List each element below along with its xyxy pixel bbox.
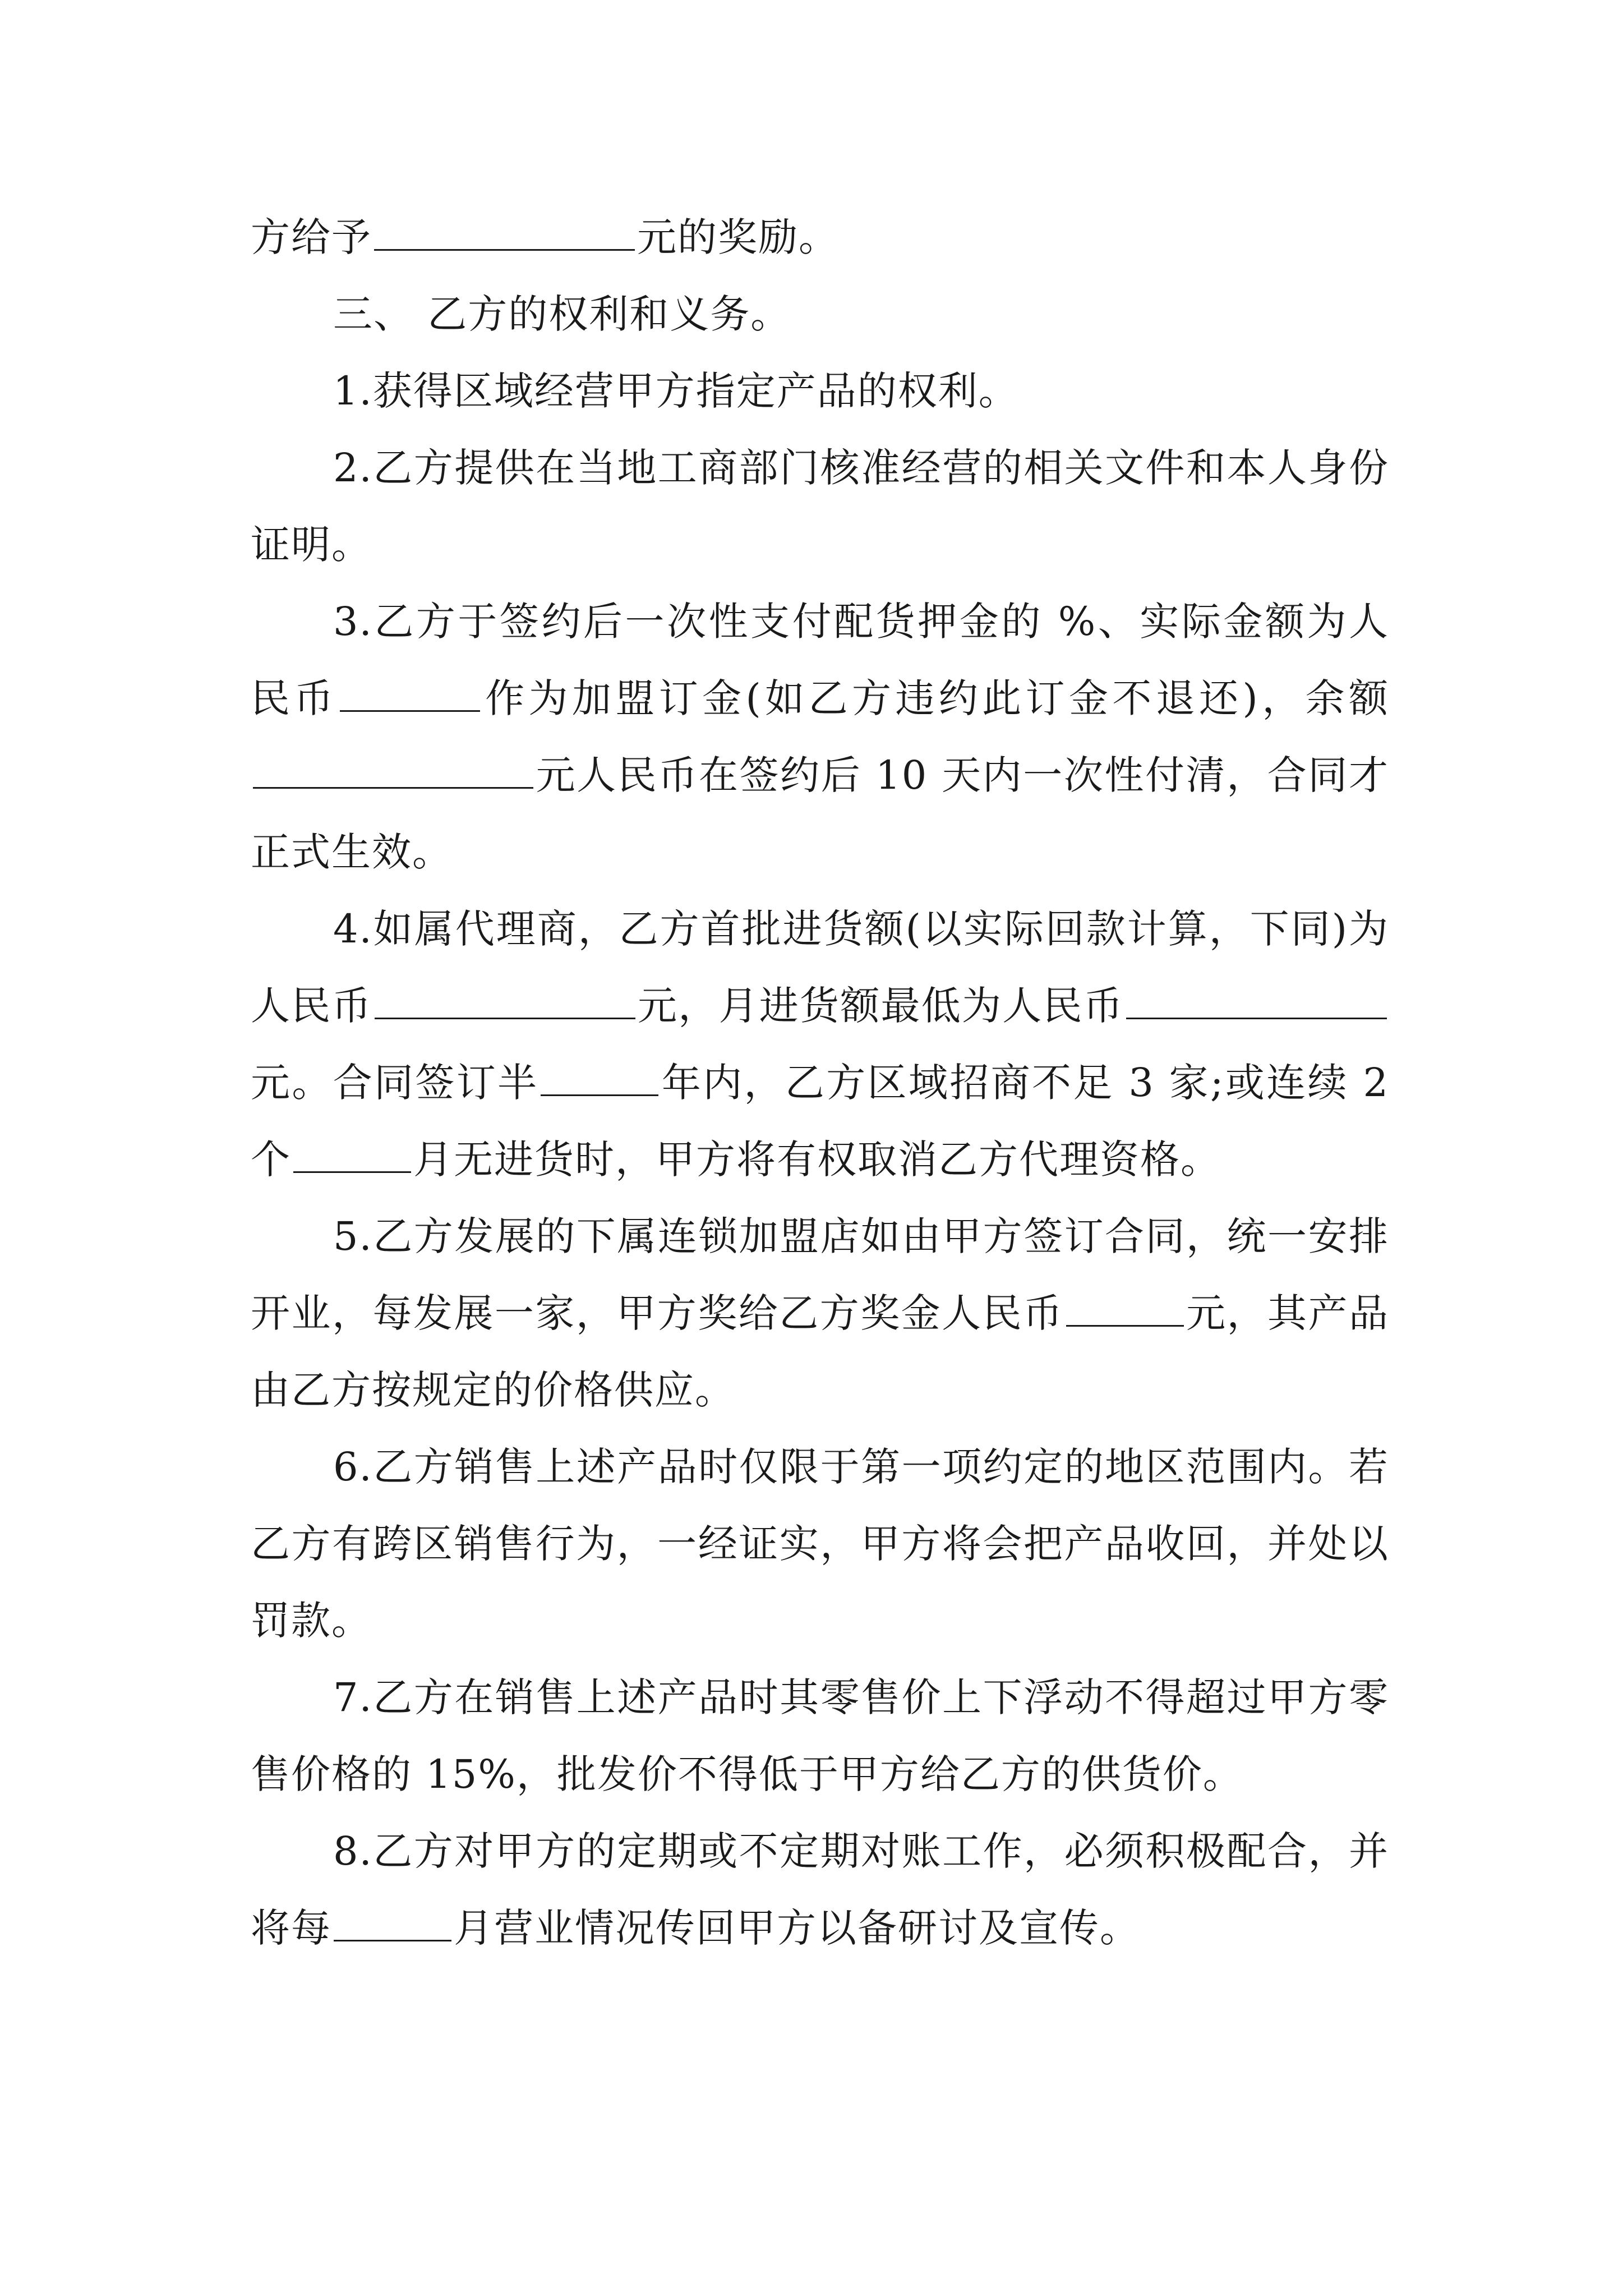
text-segment: 4.如属代理商，乙方首批进货额(以实际回款计算，下同)为人民币: [251, 906, 1389, 1029]
blank-field: [374, 220, 635, 251]
section-heading: 三、 乙方的权利和义务。: [333, 291, 791, 337]
paragraph-item-1: 1.获得区域经营甲方指定产品的权利。: [333, 368, 1019, 414]
text-segment: 年内，乙方区域招商不足 3 家;或连续 2 个: [251, 1060, 1389, 1182]
blank-field: [293, 1142, 411, 1173]
text-segment: 元，月进货额最低为人民币: [637, 983, 1124, 1029]
text-segment: 3.乙方于签约后一次性支付配货押金的 %、实际金额为人民币: [251, 599, 1389, 721]
paragraph-item-7: 7.乙方在销售上述产品时其零售价上下浮动不得超过甲方零售价格的 15%，批发价不得低于甲方给乙方的供货价。: [251, 1674, 1389, 1797]
text-segment: 8.乙方对甲方的定期或不定期对账工作，必须积极配合，并将每: [251, 1828, 1389, 1951]
text-segment: 元的奖励。: [637, 214, 839, 260]
paragraph-item-5: [251, 1198, 1389, 1429]
text-segment: 5.乙方发展的下属连锁加盟店如由甲方签订合同，统一安排开业，每发展一家，甲方奖给乙方奖金人民币: [251, 1213, 1389, 1336]
blank-field: [340, 681, 480, 712]
text-segment: 月营业情况传回甲方以备研讨及宣传。: [454, 1905, 1140, 1951]
text-segment: 元。合同签订半: [251, 1060, 539, 1106]
paragraph-item-3: [251, 583, 1389, 891]
blank-field: [253, 758, 533, 789]
document-body: [251, 199, 1389, 1967]
paragraph-item-8: [251, 1813, 1389, 1967]
text-segment: 方给予: [251, 214, 372, 260]
text-segment: 月无进货时，甲方将有权取消乙方代理资格。: [413, 1137, 1221, 1182]
blank-field: [1126, 988, 1387, 1019]
text-segment: 作为加盟订金(如乙方违约此订金不退还)，余额: [482, 675, 1389, 721]
text-segment: 元人民币在签约后 10 天内一次性付清，合同才正式生效。: [251, 752, 1389, 875]
blank-field: [334, 1911, 451, 1941]
paragraph-reward: [251, 199, 1389, 276]
blank-field: [375, 988, 635, 1019]
text-segment: 元，其产品由乙方按规定的价格供应。: [251, 1290, 1390, 1413]
paragraph-item-6: 6.乙方销售上述产品时仅限于第一项约定的地区范围内。若乙方有跨区销售行为，一经证实，甲方将会把产品收回，并处以罚款。: [251, 1444, 1389, 1644]
blank-field: [541, 1065, 658, 1096]
paragraph-item-2: 2.乙方提供在当地工商部门核准经营的相关文件和本人身份证明。: [251, 445, 1389, 568]
blank-field: [1066, 1296, 1184, 1327]
paragraph-item-4: [251, 891, 1389, 1198]
